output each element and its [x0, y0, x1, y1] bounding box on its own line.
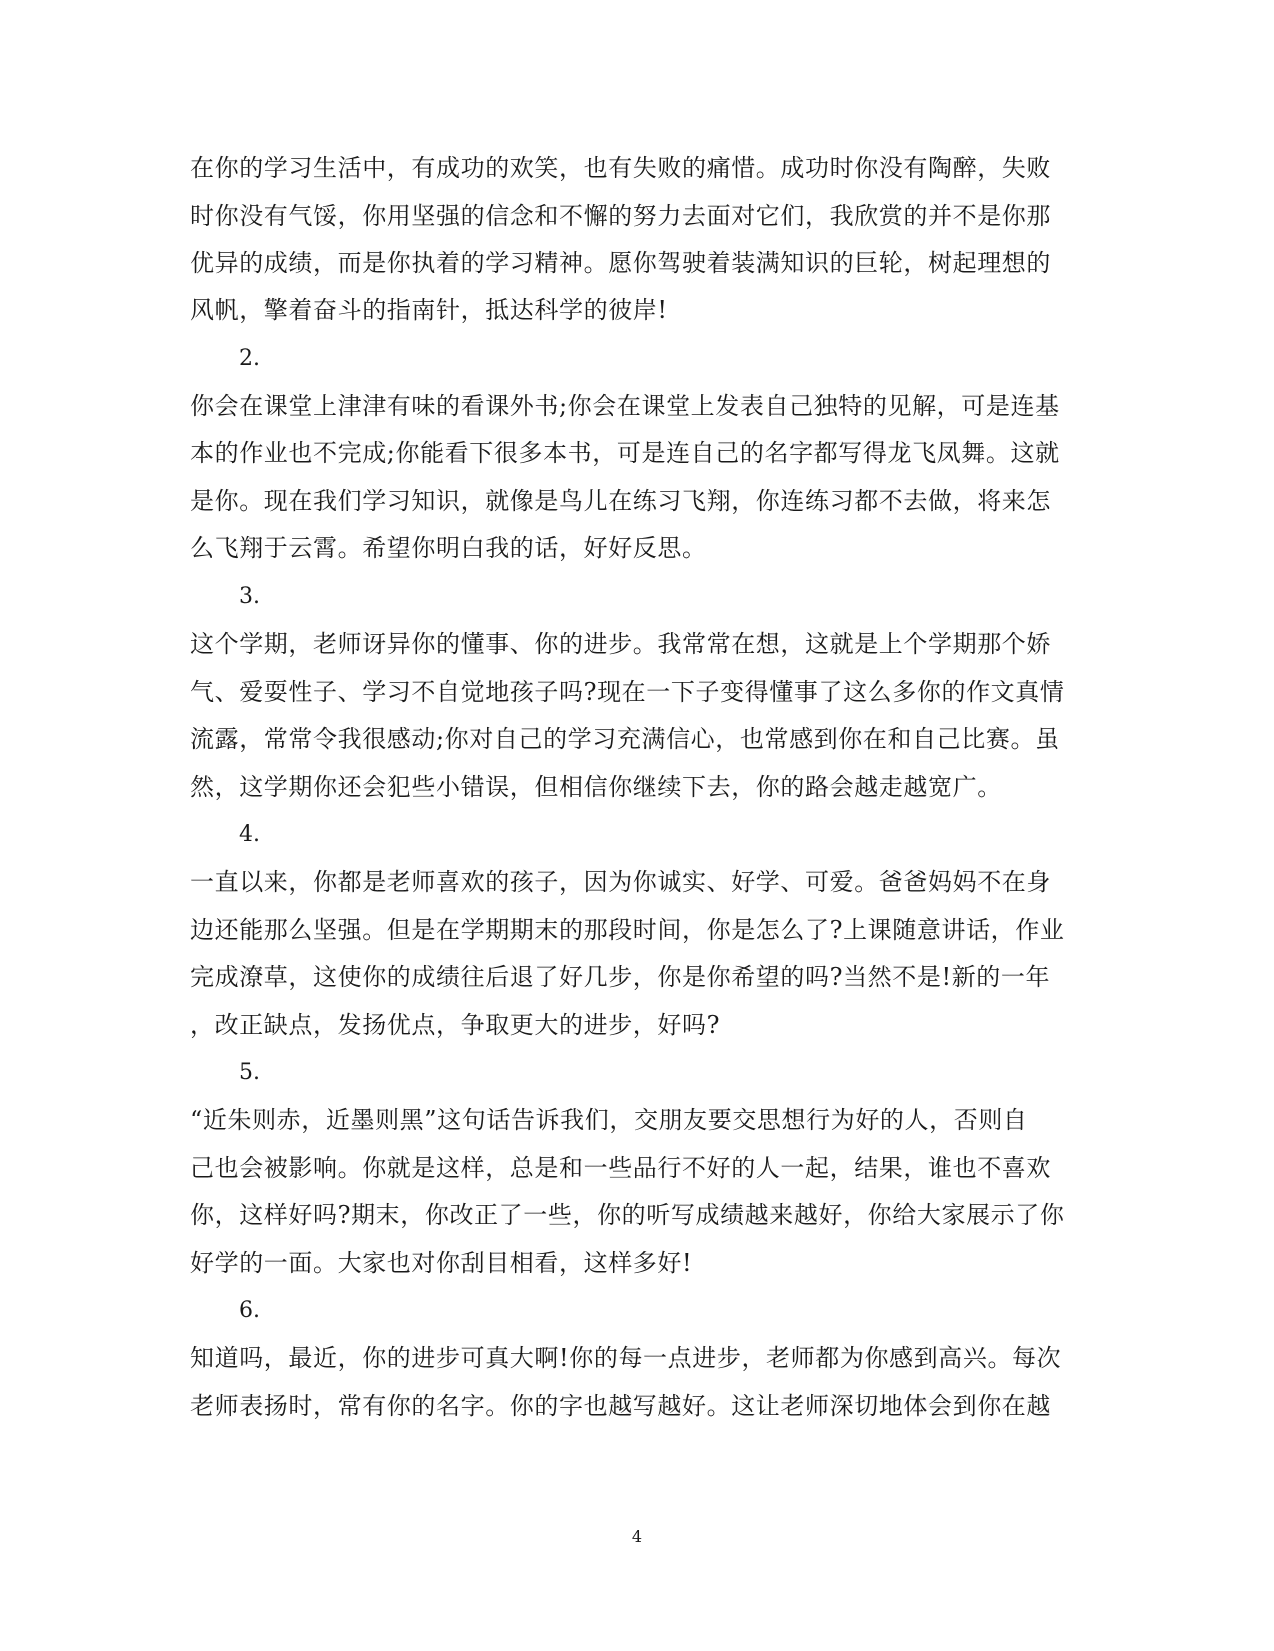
- text-line: 你会在课堂上津津有味的看课外书;你会在课堂上发表自己独特的见解，可是连基: [190, 392, 1060, 420]
- text-line: 在你的学习生活中，有成功的欢笑，也有失败的痛惜。成功时你没有陶醉，失败: [190, 154, 1051, 182]
- text-line: 流露，常常令我很感动;你对自己的学习充满信心，也常感到你在和自己比赛。虽: [190, 725, 1060, 753]
- text-line: 么飞翔于云霄。希望你明白我的话，好好反思。: [190, 534, 707, 562]
- item-number: 2.: [239, 346, 260, 371]
- text-line: 本的作业也不完成;你能看下很多本书，可是连自己的名字都写得龙飞凤舞。这就: [190, 439, 1060, 467]
- text-line: 完成潦草，这使你的成绩往后退了好几步，你是你希望的吗?当然不是!新的一年: [190, 963, 1051, 991]
- text-line: 是你。现在我们学习知识，就像是鸟儿在练习飞翔，你连练习都不去做，将来怎: [190, 487, 1051, 515]
- text-line: 一直以来，你都是老师喜欢的孩子，因为你诚实、好学、可爱。爸爸妈妈不在身: [190, 868, 1051, 896]
- page-number: 4: [631, 1527, 643, 1546]
- text-line: 气、爱耍性子、学习不自觉地孩子吗?现在一下子变得懂事了这么多你的作文真情: [190, 678, 1065, 706]
- text-line: ，改正缺点，发扬优点，争取更大的进步，好吗?: [190, 1011, 721, 1039]
- text-line: 风帆，擎着奋斗的指南针，抵达科学的彼岸!: [190, 296, 668, 324]
- text-line: 你，这样好吗?期末，你改正了一些，你的听写成绩越来越好，你给大家展示了你: [190, 1201, 1065, 1229]
- text-line: 然，这学期你还会犯些小错误，但相信你继续下去，你的路会越走越宽广。: [190, 773, 1002, 801]
- item-number: 6.: [239, 1298, 260, 1323]
- text-line: 边还能那么坚强。但是在学期期末的那段时间，你是怎么了?上课随意讲话，作业: [190, 916, 1065, 944]
- text-line: 老师表扬时，常有你的名字。你的字也越写越好。这让老师深切地体会到你在越: [190, 1392, 1051, 1420]
- text-line: 好学的一面。大家也对你刮目相看，这样多好!: [190, 1249, 693, 1277]
- item-number: 4.: [239, 822, 260, 847]
- text-line: 优异的成绩，而是你执着的学习精神。愿你驾驶着装满知识的巨轮，树起理想的: [190, 249, 1051, 277]
- text-line: 知道吗，最近，你的进步可真大啊!你的每一点进步，老师都为你感到高兴。每次: [190, 1344, 1062, 1372]
- text-line: 这个学期，老师讶异你的懂事、你的进步。我常常在想，这就是上个学期那个娇: [190, 630, 1051, 658]
- item-number: 5.: [239, 1060, 260, 1085]
- text-line: “近朱则赤，近墨则黑”这句话告诉我们，交朋友要交思想行为好的人，否则自: [190, 1106, 1028, 1134]
- text-line: 己也会被影响。你就是这样，总是和一些品行不好的人一起，结果，谁也不喜欢: [190, 1154, 1051, 1182]
- text-line: 时你没有气馁，你用坚强的信念和不懈的努力去面对它们，我欣赏的并不是你那: [190, 202, 1051, 230]
- item-number: 3.: [239, 584, 260, 609]
